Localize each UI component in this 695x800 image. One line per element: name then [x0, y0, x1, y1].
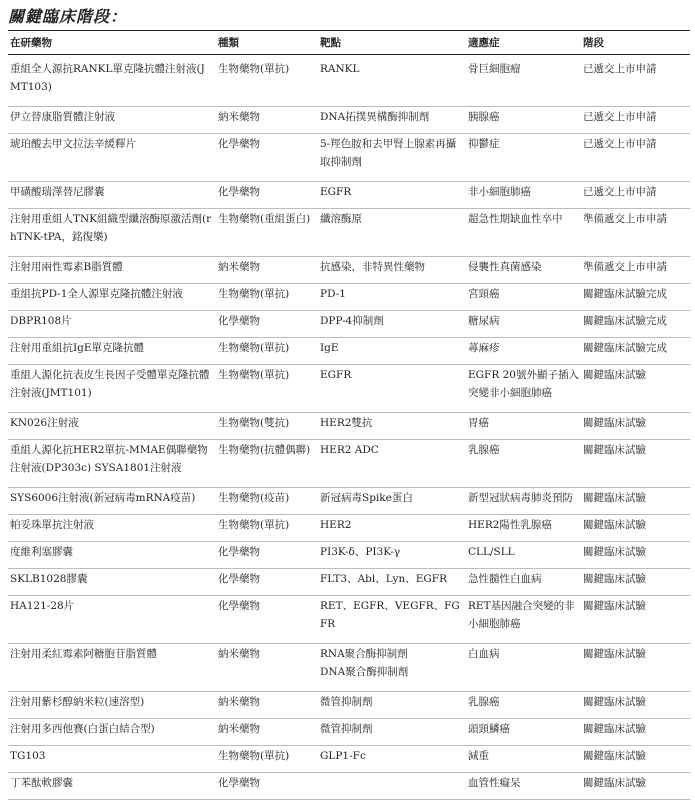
table-row: [8, 542, 690, 569]
cell-indication: HER2陽性乳腺癌: [466, 515, 581, 542]
table-row: [8, 55, 690, 107]
cell-target: GLP1-Fc: [318, 746, 466, 773]
cell-indication: CLL/SLL: [466, 542, 581, 569]
pipeline-table: [8, 30, 690, 800]
cell-indication: 侵襲性真菌感染: [466, 257, 581, 284]
cell-type: 生物藥物(單抗): [216, 746, 318, 773]
cell-indication: EGFR 20號外顯子插入突變非小細胞肺癌: [466, 365, 581, 413]
cell-drug: DBPR108片: [8, 311, 216, 338]
header-stage: 階段: [581, 31, 690, 55]
table-row: [8, 311, 690, 338]
cell-stage: 關鍵臨床試驗: [581, 644, 690, 692]
cell-type: 生物藥物(疫苗): [216, 488, 318, 515]
cell-drug: 帕妥珠單抗注射液: [8, 515, 216, 542]
table-row: [8, 644, 690, 692]
cell-type: 納米藥物: [216, 107, 318, 134]
header-target: 靶點: [318, 31, 466, 55]
cell-stage: 已遞交上市申請: [581, 55, 690, 107]
cell-indication: 胃癌: [466, 413, 581, 440]
table-row: [8, 134, 690, 182]
cell-indication: 減重: [466, 746, 581, 773]
cell-stage: 關鍵臨床試驗: [581, 692, 690, 719]
cell-target: 5-羥色胺和去甲腎上腺素再攝取抑制劑: [318, 134, 466, 182]
cell-stage: 關鍵臨床試驗: [581, 773, 690, 800]
cell-indication: 宮頸癌: [466, 284, 581, 311]
cell-drug: 注射用重組抗IgE單克隆抗體: [8, 338, 216, 365]
table-row: [8, 719, 690, 746]
cell-drug: 注射用柔紅霉素阿糖胞苷脂質體: [8, 644, 216, 692]
cell-indication: 乳腺癌: [466, 692, 581, 719]
cell-indication: 頭頸鱗癌: [466, 719, 581, 746]
cell-indication: 急性髓性白血病: [466, 569, 581, 596]
cell-drug: 重組人源化抗表皮生長因子受體單克隆抗體注射液(JMT101): [8, 365, 216, 413]
cell-type: 生物藥物(抗體偶聯): [216, 440, 318, 488]
cell-stage: 關鍵臨床試驗: [581, 413, 690, 440]
cell-stage: 關鍵臨床試驗完成: [581, 338, 690, 365]
table-row: [8, 413, 690, 440]
table-row: [8, 692, 690, 719]
cell-type: 生物藥物(單抗): [216, 365, 318, 413]
cell-type: 生物藥物(單抗): [216, 284, 318, 311]
cell-type: 生物藥物(單抗): [216, 338, 318, 365]
cell-drug: 甲磺酸瑞澤替尼膠囊: [8, 182, 216, 209]
table-row: [8, 365, 690, 413]
cell-type: 化學藥物: [216, 542, 318, 569]
cell-stage: 關鍵臨床試驗完成: [581, 311, 690, 338]
cell-indication: 非小細胞肺癌: [466, 182, 581, 209]
cell-stage: 關鍵臨床試驗: [581, 596, 690, 644]
cell-target: 微管抑制劑: [318, 719, 466, 746]
table-row: [8, 773, 690, 800]
cell-type: 生物藥物(單抗): [216, 55, 318, 107]
cell-line: DNA聚合酶抑制劑: [320, 665, 409, 678]
cell-stage: 已遞交上市申請: [581, 107, 690, 134]
table-row: [8, 284, 690, 311]
cell-target: DNA拓撲異構酶抑制劑: [318, 107, 466, 134]
cell-stage: 關鍵臨床試驗: [581, 719, 690, 746]
cell-stage: 關鍵臨床試驗: [581, 569, 690, 596]
cell-drug: 重組抗PD-1全人源單克隆抗體注射液: [8, 284, 216, 311]
cell-type: 化學藥物: [216, 311, 318, 338]
table-header: [8, 31, 690, 55]
cell-target: [318, 773, 466, 800]
cell-type: 生物藥物(雙抗): [216, 413, 318, 440]
cell-drug: 注射用兩性霉素B脂質體: [8, 257, 216, 284]
cell-indication: 血管性癡呆: [466, 773, 581, 800]
cell-drug: 度維利塞膠囊: [8, 542, 216, 569]
cell-drug: KN026注射液: [8, 413, 216, 440]
table-row: [8, 596, 690, 644]
table-row: [8, 746, 690, 773]
table-row: [8, 257, 690, 284]
cell-type: 化學藥物: [216, 182, 318, 209]
cell-drug: 伊立替康脂質體注射液: [8, 107, 216, 134]
cell-stage: 關鍵臨床試驗: [581, 440, 690, 488]
cell-stage: 關鍵臨床試驗: [581, 515, 690, 542]
table-row: [8, 182, 690, 209]
cell-drug: 重組人源化抗HER2單抗-MMAE偶聯藥物注射液(DP303c) SYSA1801注射液: [8, 440, 216, 488]
cell-indication: 乳腺癌: [466, 440, 581, 488]
cell-stage: 已遞交上市申請: [581, 182, 690, 209]
cell-indication: 糖尿病: [466, 311, 581, 338]
cell-drug: TG103: [8, 746, 216, 773]
cell-drug: 注射用多西他賽(白蛋白結合型): [8, 719, 216, 746]
header-indication: 適應症: [466, 31, 581, 55]
cell-target: 抗感染，非特異性藥物: [318, 257, 466, 284]
cell-target: HER2: [318, 515, 466, 542]
cell-type: 納米藥物: [216, 719, 318, 746]
table-row: [8, 440, 690, 488]
table-row: [8, 488, 690, 515]
cell-indication: 新型冠狀病毒肺炎預防: [466, 488, 581, 515]
cell-drug: 注射用重組人TNK組織型纖溶酶原激活劑(rhTNK-tPA，銘復樂): [8, 209, 216, 257]
cell-drug: 注射用紫杉醇納米粒(速溶型): [8, 692, 216, 719]
table-row: [8, 338, 690, 365]
table-row: [8, 569, 690, 596]
cell-type: 化學藥物: [216, 773, 318, 800]
table-row: [8, 515, 690, 542]
cell-target: 新冠病毒Spike蛋白: [318, 488, 466, 515]
cell-indication: 超急性期缺血性卒中: [466, 209, 581, 257]
cell-target: RET、EGFR、VEGFR、FGFR: [318, 596, 466, 644]
cell-type: 化學藥物: [216, 134, 318, 182]
table-row: [8, 107, 690, 134]
cell-stage: 關鍵臨床試驗: [581, 542, 690, 569]
table-row: [8, 209, 690, 257]
header-drug: 在研藥物: [8, 31, 216, 55]
cell-target: PI3K-δ、PI3K-γ: [318, 542, 466, 569]
cell-target: HER2 ADC: [318, 440, 466, 488]
cell-target: EGFR: [318, 182, 466, 209]
cell-indication: 蕁麻疹: [466, 338, 581, 365]
cell-stage: 關鍵臨床試驗: [581, 746, 690, 773]
cell-type: 生物藥物(重組蛋白): [216, 209, 318, 257]
cell-drug: 琥珀酸去甲文拉法辛緩釋片: [8, 134, 216, 182]
section-title: 關鍵臨床階段：: [8, 7, 128, 26]
cell-stage: 關鍵臨床試驗: [581, 365, 690, 413]
cell-target: RANKL: [318, 55, 466, 107]
header-row: [8, 31, 690, 55]
cell-type: 化學藥物: [216, 569, 318, 596]
cell-drug: SKLB1028膠囊: [8, 569, 216, 596]
cell-stage: 準備遞交上市申請: [581, 209, 690, 257]
cell-drug: SYS6006注射液(新冠病毒mRNA疫苗): [8, 488, 216, 515]
cell-target: HER2雙抗: [318, 413, 466, 440]
table-body: [8, 55, 690, 800]
cell-stage: 關鍵臨床試驗完成: [581, 284, 690, 311]
cell-type: 納米藥物: [216, 692, 318, 719]
cell-indication: 骨巨細胞瘤: [466, 55, 581, 107]
cell-indication: 抑鬱症: [466, 134, 581, 182]
cell-stage: 已遞交上市申請: [581, 134, 690, 182]
cell-drug: HA121-28片: [8, 596, 216, 644]
cell-target: DPP-4抑制劑: [318, 311, 466, 338]
cell-target: PD-1: [318, 284, 466, 311]
cell-stage: 關鍵臨床試驗: [581, 488, 690, 515]
cell-indication: RET基因融合突變的非小細胞肺癌: [466, 596, 581, 644]
cell-type: 納米藥物: [216, 257, 318, 284]
cell-type: 化學藥物: [216, 596, 318, 644]
cell-target: EGFR: [318, 365, 466, 413]
cell-type: 生物藥物(單抗): [216, 515, 318, 542]
cell-target: 微管抑制劑: [318, 692, 466, 719]
cell-target: FLT3、Abl、Lyn、EGFR: [318, 569, 466, 596]
cell-target: [318, 644, 466, 692]
cell-line: RNA聚合酶抑制劑: [320, 648, 408, 660]
cell-indication: 白血病: [466, 644, 581, 692]
cell-drug: 丁苯酞軟膠囊: [8, 773, 216, 800]
cell-target: 纖溶酶原: [318, 209, 466, 257]
cell-type: 納米藥物: [216, 644, 318, 692]
header-type: 種類: [216, 31, 318, 55]
cell-stage: 準備遞交上市申請: [581, 257, 690, 284]
cell-drug: 重組全人源抗RANKL單克隆抗體注射液(JMT103): [8, 55, 216, 107]
cell-indication: 胰腺癌: [466, 107, 581, 134]
cell-target: IgE: [318, 338, 466, 365]
